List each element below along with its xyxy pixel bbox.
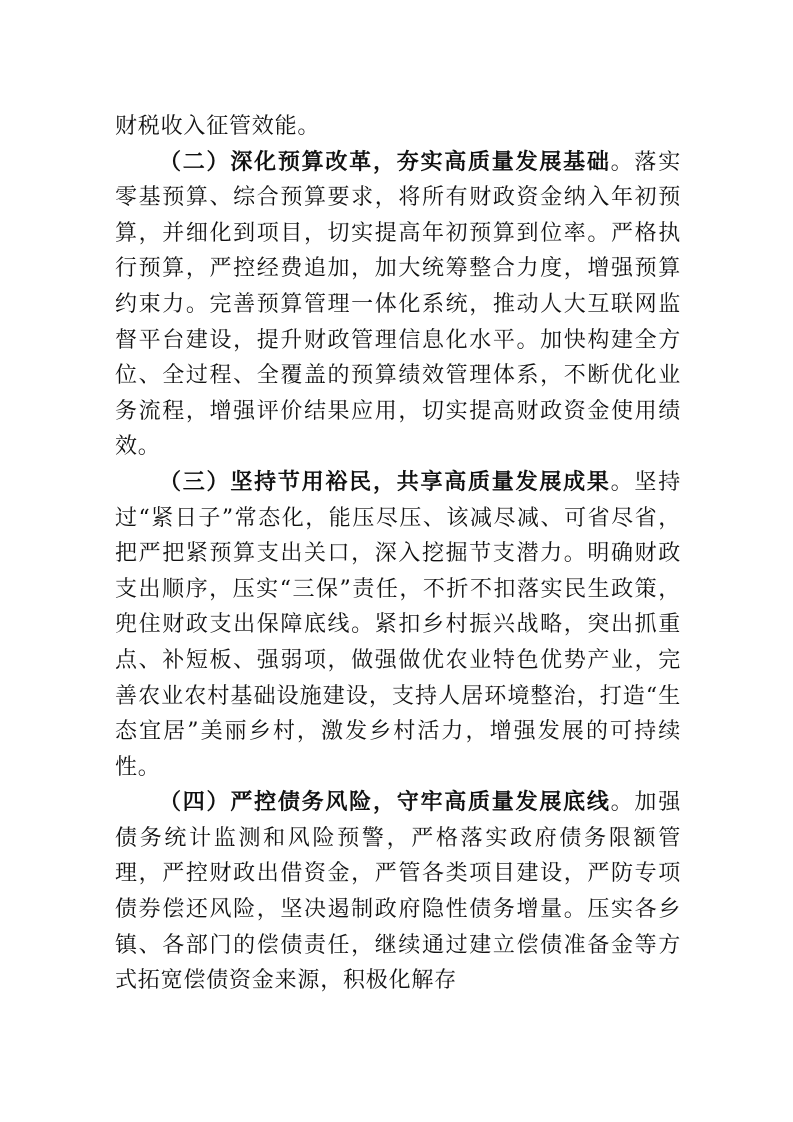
document-page [115, 109, 681, 1049]
section-paragraph [115, 785, 681, 999]
section-heading: （二）深化预算改革，夯实高质量发展基础 [159, 148, 611, 175]
section-body: 。落实零基预算、综合预算要求，将所有财政资金纳入年初预算，并细化到项目，切实提高年初预算到位率。严格执行预算，严控经费追加，加大统筹整合力度，增强预算约束力。完善预算管理一体化系统，推动人大互联网监督平台建设，提升财政管理信息化水平。加快构建全方位、全过程、全覆盖的预算绩效管理体系，不断优化业务流程，增强评价结果应用，切实提高财政资金使用绩效。 [115, 149, 681, 460]
section-heading: （三）坚持节用裕民，共享高质量发展成果 [159, 468, 611, 495]
section-paragraph [115, 145, 681, 465]
continuation-text: 财税收入征管效能。 [115, 114, 321, 139]
continuation-paragraph [115, 109, 681, 145]
section-body: 。坚持过“紧日子”常态化，能压尽压、该减尽减、可省尽省，把严把紧预算支出关口，深入挖掘节支潜力。明确财政支出顺序，压实“三保”责任，不折不扣落实民生政策，兜住财政支出保障底线。紧扣乡村振兴战略，突出抓重点、补短板、强弱项，做强做优农业特色优势产业，完善农业农村基础设施建设，支持人居环境整治，打造“生态宜居”美丽乡村，激发乡村活力，增强发展的可持续性。 [115, 469, 681, 780]
section-body: 。加强债务统计监测和风险预警，严格落实政府债务限额管理，严控财政出借资金，严管各类项目建设，严防专项债券偿还风险，坚决遏制政府隐性债务增量。压实各乡镇、各部门的偿债责任，继续通过建立偿债准备金等方式拓宽偿债资金来源，积极化解存 [115, 790, 681, 994]
section-paragraph [115, 465, 681, 785]
section-heading: （四）严控债务风险，守牢高质量发展底线 [159, 789, 611, 816]
